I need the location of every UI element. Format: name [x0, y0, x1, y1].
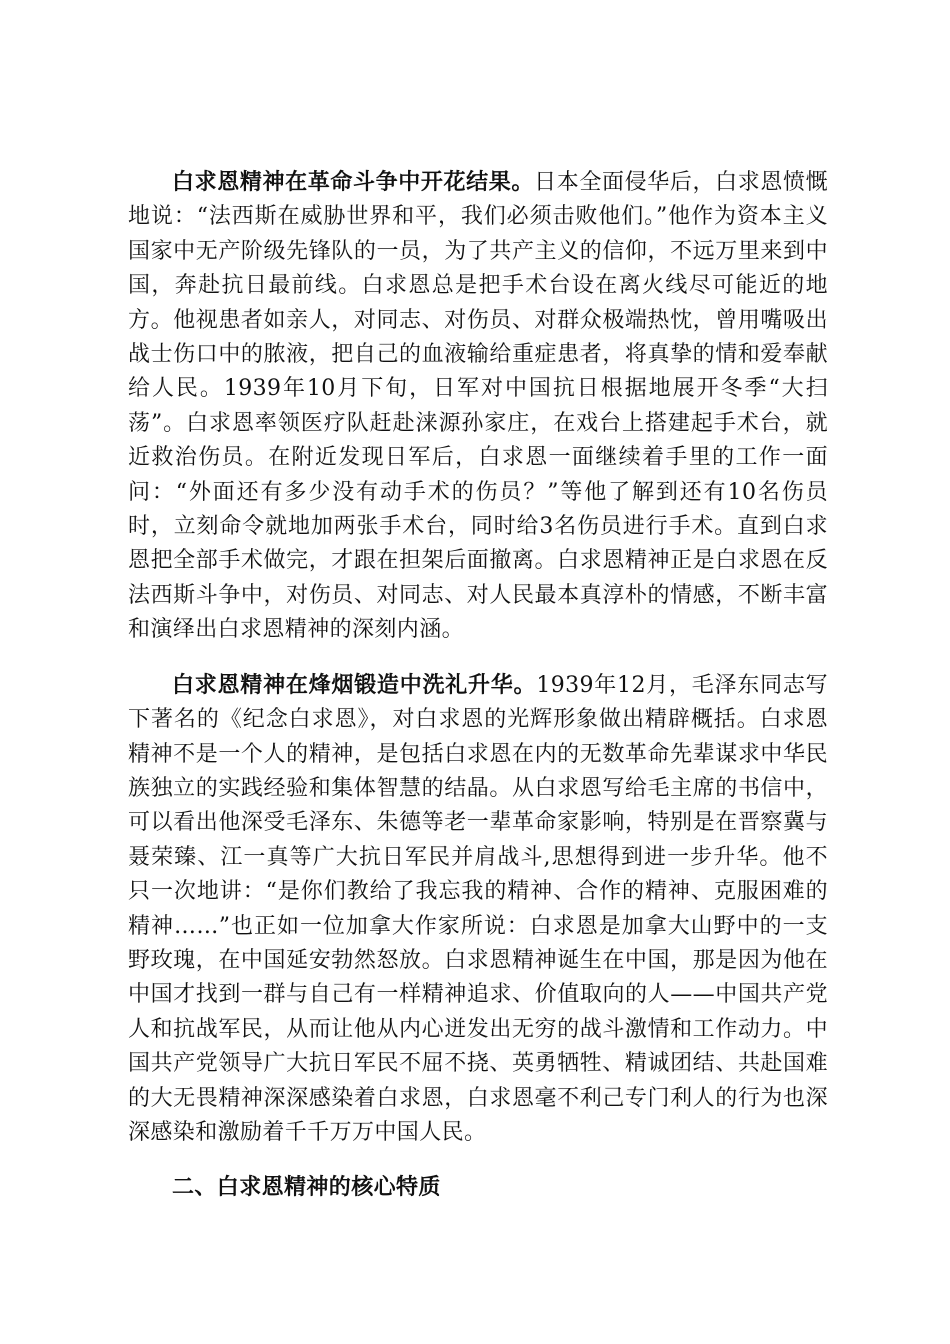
paragraph-body: 1939年12月，毛泽东同志写下著名的《纪念白求恩》，对白求恩的光辉形象做出精辟概括。白求恩精神不是一个人的精神，是包括白求恩在内的无数革命先辈谋求中华民族独立的实践经验和集体智慧的结晶。从白求恩写给毛主席的书信中，可以看出他深受毛泽东、朱德等老一辈革命家影响，特别是在晋察冀与聂荣臻、江一真等广大抗日军民并肩战斗,思想得到进一步升华。他不只一次地讲：“是你们教给了我忘我的精神、合作的精神、克服困难的精神……”也正如一位加拿大作家所说：白求恩是加拿大山野中的一支野玫瑰，在中国延安勃然怒放。白求恩精神诞生在中国，那是因为他在中国才找到一群与自己有一样精神追求、价值取向的人——中国共产党人和抗战军民，从而让他从内心迸发出无穷的战斗激情和工作动力。中国共产党领导广大抗日军民不屈不挠、英勇牺牲、精诚团结、共赴国难的大无畏精神深深感染着白求恩，白求恩毫不利己专门利人的行为也深深感染和激励着千千万万中国人民。: [128, 672, 829, 1145]
paragraph-baptism-in-war: [128, 668, 828, 1151]
section-heading: 二、白求恩精神的核心特质: [172, 1174, 441, 1201]
paragraph-lead: 白求恩精神在革命斗争中开花结果。: [172, 169, 535, 195]
paragraph-body: 日本全面侵华后，白求恩愤慨地说：“法西斯在威胁世界和平，我们必须击败他们。”他作为资本主义国家中无产阶级先锋队的一员，为了共产主义的信仰，不远万里来到中国，奔赴抗日最前线。白求恩总是把手术台设在离火线尽可能近的地方。他视患者如亲人，对同志、对伤员、对群众极端热忱，曾用嘴吸出战士伤口中的脓液，把自己的血液输给重症患者，将真挚的情和爱奉献给人民。1939年10月下旬，日军对中国抗日根据地展开冬季“大扫荡”。白求恩率领医疗队赶赴涞源孙家庄，在戏台上搭建起手术台，就近救治伤员。在附近发现日军后，白求恩一面继续着手里的工作一面问：“外面还有多少没有动手术的伤员？”等他了解到还有10名伤员时，立刻命令就地加两张手术台，同时给3名伤员进行手术。直到白求恩把全部手术做完，才跟在担架后面撤离。白求恩精神正是白求恩在反法西斯斗争中，对伤员、对同志、对人民最本真淳朴的情感，不断丰富和演绎出白求恩精神的深刻内涵。: [128, 170, 829, 643]
paragraph-revolutionary-struggle: [128, 165, 828, 648]
paragraph-lead: 白求恩精神在烽烟锻造中洗礼升华。: [172, 671, 537, 698]
document-page: [128, 165, 828, 1205]
